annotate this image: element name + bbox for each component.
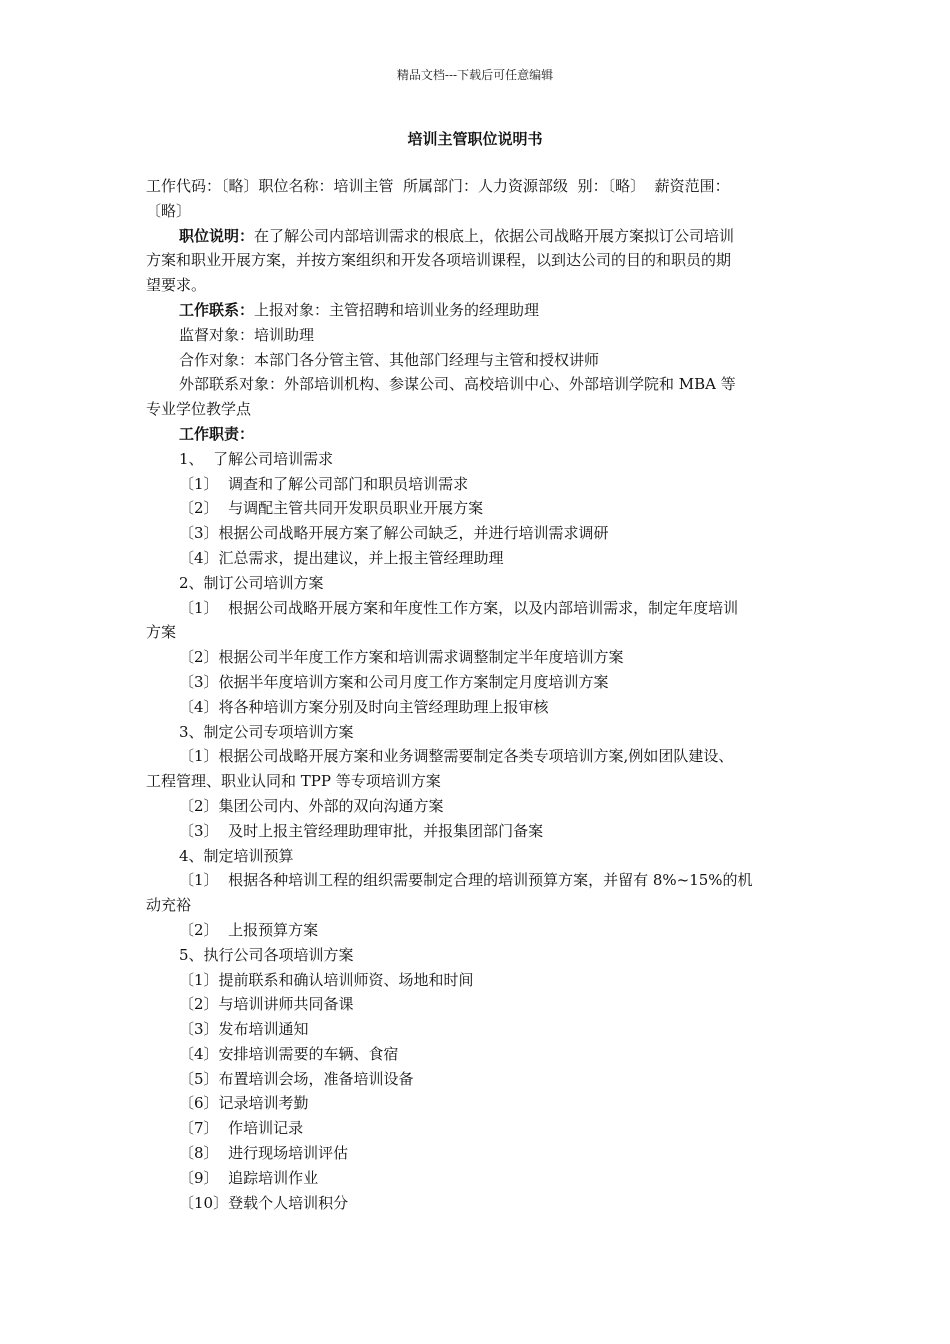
document-title: 培训主管职位说明书: [407, 130, 543, 148]
text-line: [146, 720, 810, 745]
text-line: [146, 968, 810, 993]
line-text: 〔3〕发布培训通知: [179, 1020, 309, 1039]
line-text: 专业学位教学点: [146, 400, 252, 419]
text-line: [146, 670, 810, 695]
line-text: 工作代码：〔略〕职位名称：培训主管 所属部门：人力资源部级 别：〔略〕 薪资范围：: [146, 177, 730, 195]
text-line: [146, 596, 810, 621]
text-line: [146, 992, 810, 1017]
text-line: [146, 645, 810, 670]
line-text: 〔5〕布置培训会场，准备培训设备: [179, 1069, 414, 1088]
text-line: [146, 174, 810, 199]
line-text: 〔6〕记录培训考勤: [179, 1094, 309, 1113]
line-text: 〔3〕 及时上报主管经理助理审批，并报集团部门备案: [179, 821, 544, 840]
line-text: 〔略〕: [146, 201, 192, 220]
text-line: [146, 224, 810, 249]
text-line: [146, 819, 810, 844]
line-text: 〔3〕依据半年度培训方案和公司月度工作方案制定月度培训方案: [179, 672, 609, 691]
text-line: [146, 397, 810, 422]
text-line: [146, 447, 810, 472]
line-text: 〔8〕 进行现场培训评估: [179, 1144, 349, 1163]
bold-label: 工作联系：: [179, 300, 255, 319]
line-text: 〔1〕 根据各种培训工程的组织需要制定合理的培训预算方案，并留有 8%~15%的机: [179, 871, 753, 890]
document-body: [146, 174, 810, 1215]
line-text: 〔9〕 追踪培训作业: [179, 1168, 319, 1187]
text-line: [146, 1166, 810, 1191]
line-text: 方案和职业开展方案，并按方案组织和开发各项培训课程，以到达公司的目的和职员的期: [146, 251, 732, 270]
text-line: [146, 943, 810, 968]
line-text: 〔2〕 上报预算方案: [179, 920, 319, 939]
line-text: 工程管理、职业认同和 TPP 等专项培训方案: [146, 772, 441, 791]
text-line: [146, 1116, 810, 1141]
line-text: 监督对象：培训助理: [179, 325, 315, 344]
line-text: 动充裕: [146, 896, 192, 915]
line-text: 〔2〕 与调配主管共同开发职员职业开展方案: [179, 499, 484, 518]
text-line: [146, 1141, 810, 1166]
text-line: [146, 844, 810, 869]
line-text: 〔3〕根据公司战略开展方案了解公司缺乏，并进行培训需求调研: [179, 524, 609, 543]
line-text: 〔1〕提前联系和确认培训师资、场地和时间: [179, 970, 474, 989]
line-text: 在了解公司内部培训需求的根底上，依据公司战略开展方案拟订公司培训: [254, 226, 735, 245]
text-line: [146, 1191, 810, 1216]
text-line: [146, 199, 810, 224]
text-line: [146, 769, 810, 794]
line-text: 〔4〕汇总需求，提出建议，并上报主管经理助理: [179, 548, 504, 567]
line-text: 方案: [146, 623, 177, 642]
line-text: 4、制定培训预算: [179, 846, 294, 865]
text-line: [146, 273, 810, 298]
line-text: 〔7〕 作培训记录: [179, 1119, 304, 1138]
line-text: 2、制订公司培训方案: [179, 573, 324, 592]
text-line: [146, 472, 810, 497]
text-line: [146, 744, 810, 769]
text-line: [146, 248, 810, 273]
text-line: [146, 620, 810, 645]
text-line: [146, 298, 810, 323]
line-text: 5、执行公司各项培训方案: [179, 945, 354, 964]
text-line: [146, 571, 810, 596]
line-text: 〔2〕集团公司内、外部的双向沟通方案: [179, 796, 444, 815]
line-text: 〔10〕登载个人培训积分: [179, 1193, 349, 1212]
bold-label: 职位说明：: [179, 226, 255, 245]
line-text: 上报对象：主管招聘和培训业务的经理助理: [254, 300, 540, 319]
line-text: 外部联系对象：外部培训机构、参谋公司、高校培训中心、外部培训学院和 MBA 等: [179, 375, 736, 394]
text-line: [146, 918, 810, 943]
line-text: 〔4〕安排培训需要的车辆、食宿: [179, 1044, 399, 1063]
text-line: [146, 893, 810, 918]
text-line: [146, 868, 810, 893]
text-line: [146, 323, 810, 348]
line-text: 〔1〕根据公司战略开展方案和业务调整需要制定各类专项培训方案,例如团队建设、: [179, 747, 734, 766]
text-line: [146, 695, 810, 720]
line-text: 〔2〕根据公司半年度工作方案和培训需求调整制定半年度培训方案: [179, 648, 624, 667]
text-line: [146, 348, 810, 373]
line-text: 〔2〕与培训讲师共同备课: [179, 995, 354, 1014]
text-line: [146, 1042, 810, 1067]
text-line: [146, 521, 810, 546]
text-line: [146, 372, 810, 397]
text-line: [146, 1067, 810, 1092]
text-line: [146, 1091, 810, 1116]
line-text: 〔1〕 根据公司战略开展方案和年度性工作方案，以及内部培训需求，制定年度培训: [179, 598, 739, 617]
text-line: [146, 422, 810, 447]
line-text: 望要求。: [146, 276, 207, 295]
line-text: 合作对象：本部门各分管主管、其他部门经理与主管和授权讲师: [179, 350, 600, 369]
page-header: 精品文档---下载后可任意编辑: [396, 68, 554, 82]
text-line: [146, 546, 810, 571]
text-line: [146, 496, 810, 521]
bold-label: 工作职责：: [179, 424, 255, 443]
line-text: 1、 了解公司培训需求: [179, 449, 334, 468]
line-text: 3、制定公司专项培训方案: [179, 722, 354, 741]
line-text: 〔1〕 调查和了解公司部门和职员培训需求: [179, 474, 469, 493]
line-text: 〔4〕将各种培训方案分别及时向主管经理助理上报审核: [179, 697, 549, 716]
text-line: [146, 794, 810, 819]
text-line: [146, 1017, 810, 1042]
